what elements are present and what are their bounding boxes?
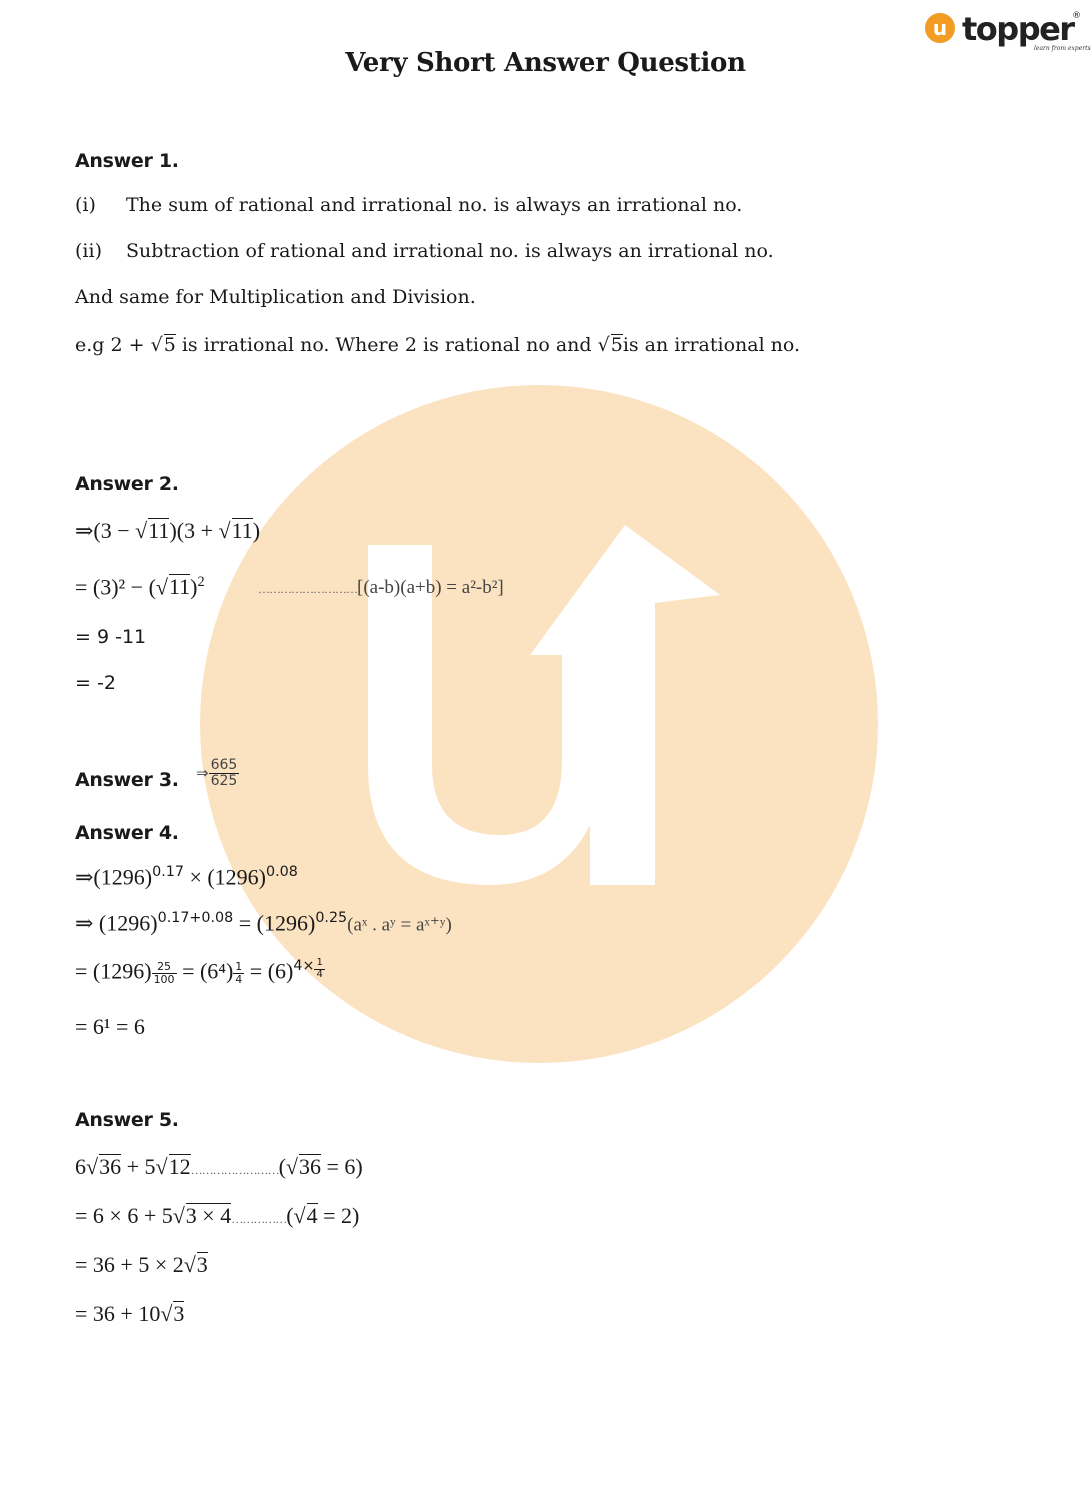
answer-5-line-2: = 6 × 6 + 5√3 × 4……………(√4 = 2) — [75, 1203, 360, 1228]
answer-5-heading: Answer 5. — [75, 1109, 179, 1131]
answer-3-arrow: ⇒ — [196, 764, 209, 783]
answer-2-identity-note: ………………………[(a-b)(a+b) = a²-b²] — [258, 577, 504, 598]
example-radicand-1: 5 — [163, 334, 176, 356]
answer-5-line-3: = 36 + 5 × 2√3 — [75, 1252, 208, 1277]
answer-4-line-3: = (1296) $\frac{25}{100}$ = (6⁴) $\frac{1}{4}$ = $(6)^{4\times}$ $\frac{1}{4}$ — [75, 957, 323, 986]
answer-1-item-ii-marker: (ii) — [75, 240, 102, 262]
answer-4-line-2: ⇒ $(1296)^{0.17+0.08}$ = $(1296)^{0.25}(aˣ$ . aʸ = aˣ⁺ʸ) — [75, 910, 452, 936]
answer-4-line-1: $\Rightarrow(1296)^{0.17} \times (1296)^{0.08}$ — [75, 864, 298, 890]
answer-2-heading: Answer 2. — [75, 473, 179, 495]
answer-3-denominator: 625 — [210, 772, 238, 789]
answer-4-heading: Answer 4. — [75, 822, 179, 844]
answer-1-note: And same for Multiplication and Division. — [75, 286, 476, 308]
answer-5-line-4: = 36 + 10√3 — [75, 1301, 185, 1326]
page-title: Very Short Answer Question — [345, 48, 746, 78]
answer-2-line-1: ⇒(3 − √11)(3 + √11) — [75, 518, 261, 543]
answer-2-line-4: = -2 — [75, 672, 116, 694]
answer-1-item-i-marker: (i) — [75, 194, 96, 216]
svg-text:u: u — [932, 16, 948, 40]
answer-2-line-3: = 9 -11 — [75, 626, 147, 648]
answer-3-heading: Answer 3. — [75, 769, 179, 791]
example-radicand-2: 5 — [610, 334, 623, 356]
answer-2-line-2: = $(3)^2 - (√11)^2$ — [75, 574, 205, 600]
answer-1-example — [75, 334, 800, 356]
registered-mark: ® — [1072, 11, 1081, 21]
example-prefix: e.g 2 + √ — [75, 334, 163, 356]
brand-name: topper — [962, 10, 1074, 48]
answer-3-numerator: 665 — [210, 757, 238, 773]
answer-1-item-i-text: The sum of rational and irrational no. is always an irrational no. — [126, 194, 743, 216]
answer-1-heading: Answer 1. — [75, 150, 179, 172]
answer-1-item-ii-text: Subtraction of rational and irrational no. is always an irrational no. — [126, 240, 774, 262]
answer-3-value — [196, 758, 239, 788]
example-middle: is irrational no. Where 2 is rational no and √ — [175, 334, 610, 356]
example-end: is an irrational no. — [622, 334, 801, 356]
exponent-rule-note: (aˣ . aʸ = aˣ⁺ʸ) — [347, 914, 452, 936]
answer-4-line-4: = 6¹ = 6 — [75, 1014, 145, 1039]
brand-tagline: learn from experts — [1034, 45, 1091, 52]
answer-5-line-1: 6√36 + 5√12……………………(√36 = 6) — [75, 1154, 363, 1179]
